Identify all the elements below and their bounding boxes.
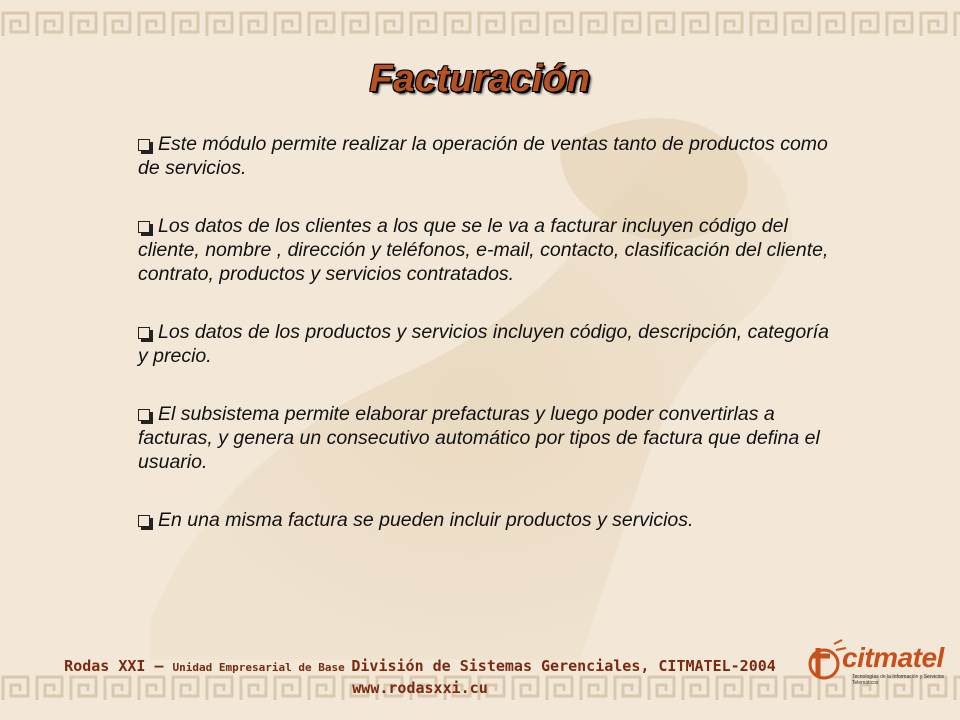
bullet-text: Este módulo permite realizar la operación de ventas tanto de productos como de servicios. <box>138 133 828 179</box>
footer-credits <box>40 656 800 698</box>
footer-org: Rodas XXI – <box>64 657 173 675</box>
bullet-list <box>138 132 838 566</box>
bullet-text: En una misma factura se pueden incluir productos y servicios. <box>158 509 694 531</box>
slide-title: Facturación <box>369 58 591 100</box>
checkbox-bullet-icon <box>138 409 150 421</box>
checkbox-bullet-icon <box>138 139 150 151</box>
bullet-text: El subsistema permite elaborar prefacturas y luego poder convertirlas a facturas, y genera un consecutivo automático por tipos de factura que defina el usuario. <box>138 403 820 473</box>
citmatel-logo <box>804 638 954 686</box>
logo-tagline: Tecnologías de la Información y Servicios Telemáticos <box>852 674 944 686</box>
bullet-text: Los datos de los clientes a los que se le va a facturar incluyen código del cliente, nombre , dirección y teléfonos, e-mail, contacto, clasificación del cliente, contrato, productos y servicios contratados. <box>138 215 829 285</box>
checkbox-bullet-icon <box>138 327 150 339</box>
bullet-item <box>138 132 838 180</box>
checkbox-bullet-icon <box>138 221 150 233</box>
bullet-item <box>138 320 838 368</box>
footer-unit: Unidad Empresarial de Base <box>172 661 352 674</box>
bullet-item <box>138 214 838 286</box>
bullet-item <box>138 508 838 532</box>
bullet-text: Los datos de los productos y servicios incluyen código, descripción, categoría y precio. <box>138 321 829 367</box>
checkbox-bullet-icon <box>138 515 150 527</box>
footer-division: División de Sistemas Gerenciales, CITMATEL-2004 www.rodasxxi.cu <box>351 657 776 697</box>
bullet-item <box>138 402 838 474</box>
logo-wordmark: citmatel <box>842 642 944 673</box>
decorative-border-top <box>0 8 960 42</box>
